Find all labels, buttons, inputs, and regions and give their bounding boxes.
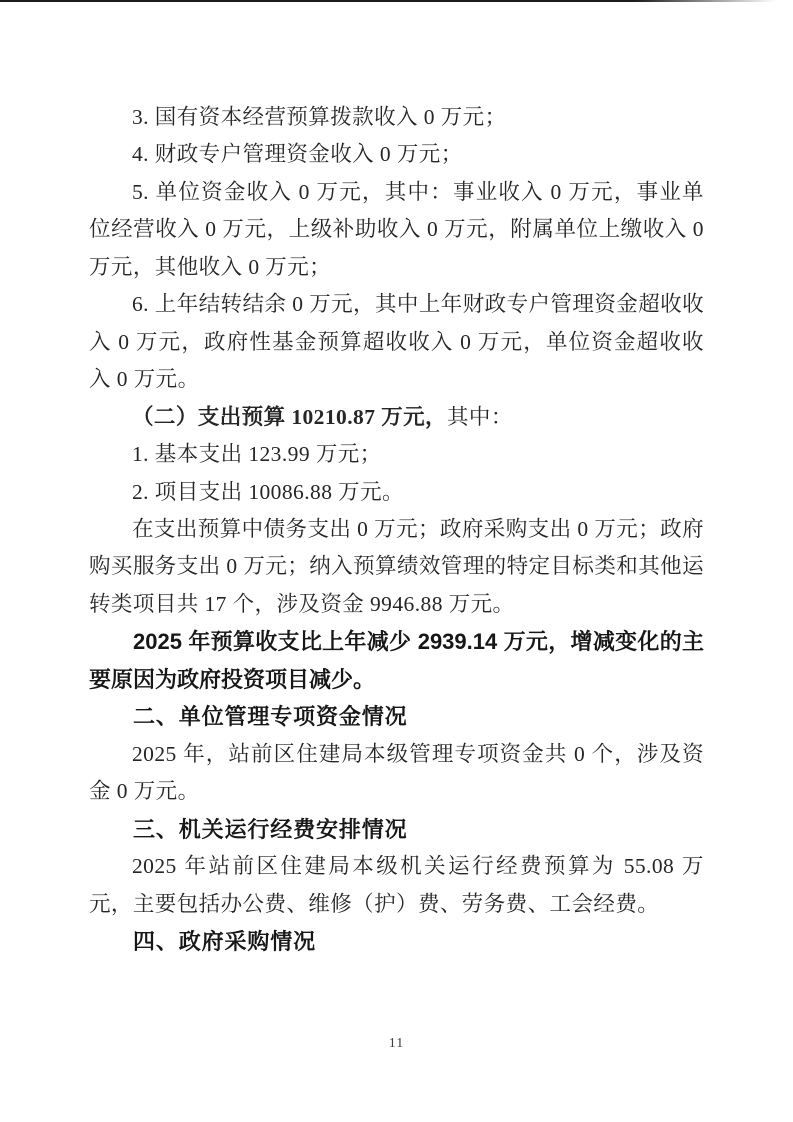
page-number: 11 [388, 1036, 405, 1051]
expenditure-detail-paragraph: 在支出预算中债务支出 0 万元；政府采购支出 0 万元；政府购买服务支出 0 万元；纳入预算绩效管理的特定目标类和其他运转类项目共 17 个，涉及资金 9946.88 万元。 [89, 516, 704, 616]
budget-item-4: 4. 财政专户管理资金收入 0 万元； [132, 142, 463, 167]
basic-expenditure-item: 1. 基本支出 123.99 万元； [132, 442, 382, 467]
section-heading-procurement: 四、政府采购情况 [133, 928, 317, 954]
special-funds-paragraph: 2025 年，站前区住建局本级管理专项资金共 0 个，涉及资金 0 万元。 [89, 741, 704, 804]
scan-artifact-line [0, 0, 775, 2]
operating-expense-paragraph: 2025 年站前区住建局本级机关运行经费预算为 55.08 万元，主要包括办公费、维修（护）费、劳务费、工会经费。 [89, 854, 704, 916]
project-expenditure-item: 2. 项目支出 10086.88 万元。 [132, 479, 404, 504]
section-heading-special-funds: 二、单位管理专项资金情况 [133, 704, 408, 730]
document-body [89, 99, 704, 960]
expenditure-subheading-regular-run: 其中： [446, 404, 513, 429]
budget-item-3: 3. 国有资本经营预算拨款收入 0 万元； [132, 105, 507, 129]
budget-item-5: 5. 单位资金收入 0 万元，其中：事业收入 0 万元，事业单位经营收入 0 万元，上级补助收入 0 万元，附属单位上缴收入 0 万元，其他收入 0 万元； [89, 179, 704, 279]
budget-change-reason-paragraph: 2025 年预算收支比上年减少 2939.14 万元，增减变化的主要原因为政府投资项目减少。 [89, 629, 704, 692]
section-heading-operating-expense: 三、机关运行经费安排情况 [133, 816, 408, 842]
budget-item-6: 6. 上年结转结余 0 万元，其中上年财政专户管理资金超收收入 0 万元，政府性基金预算超收收入 0 万元，单位资金超收收入 0 万元。 [89, 292, 704, 392]
expenditure-subheading [89, 399, 704, 436]
expenditure-subheading-bold-run: （二）支出预算 10210.87 万元， [132, 404, 447, 429]
